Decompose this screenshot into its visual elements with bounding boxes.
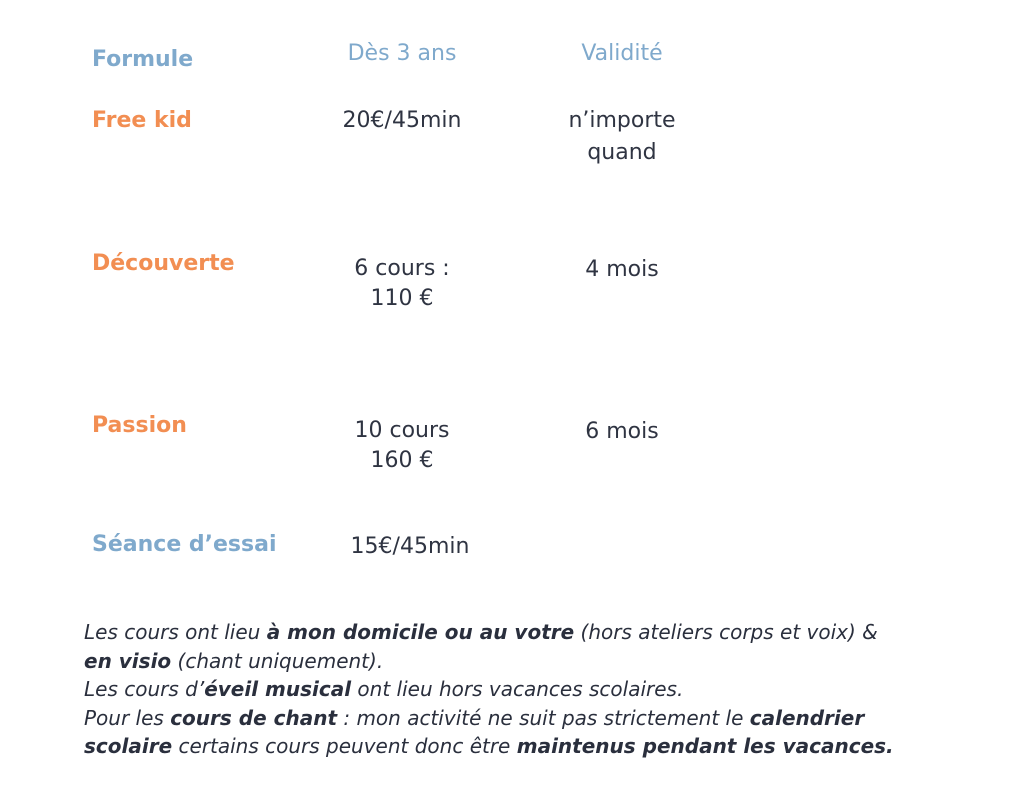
row-label-free-kid: Free kid [92,108,192,133]
header-age: Dès 3 ans [347,41,457,66]
notes-bold: éveil musical [204,677,352,701]
notes-bold: en visio [84,648,172,673]
row-label-seance-essai: Séance d’essai [92,532,277,557]
row-validity-free-kid [520,105,724,169]
row-validity-passion [520,416,724,448]
notes-line-2 [84,647,964,676]
row-price-free-kid [300,105,504,137]
notes-text: Pour les [84,705,171,730]
notes-text: Les cours d’ [84,677,205,701]
notes-bold: calendrier [749,705,865,730]
validity-line: quand [587,140,657,165]
notes-bold: cours de chant [170,705,337,730]
header-formule: Formule [92,47,194,72]
notes-bold: à mon domicile ou au votre [266,620,575,644]
notes-text: (hors ateliers corps et voix) & [574,620,878,644]
validity-line: 6 mois [585,419,659,444]
notes-line-3 [84,675,964,704]
price-line: 15€/45min [350,534,470,559]
notes-text: certains cours peuvent donc être [172,734,517,758]
notes-line-4 [84,704,964,733]
row-price-seance-essai [308,531,512,563]
notes-line-1 [84,618,964,647]
notes-bold: maintenus pendant les vacances. [516,734,894,758]
notes-text: Les cours ont lieu [84,620,267,644]
notes-bold: scolaire [84,734,173,758]
row-label-decouverte: Découverte [92,251,235,276]
price-line: 20€/45min [342,108,462,133]
row-validity-decouverte [520,254,724,286]
validity-line: n’importe [568,108,676,133]
row-price-passion [300,416,504,476]
row-label-passion: Passion [92,413,187,438]
price-line: 110 € [370,286,434,311]
row-price-decouverte [300,254,504,314]
notes-paragraph [84,618,964,761]
price-line: 6 cours : [354,256,450,281]
notes-line-5 [84,732,964,761]
notes-text: : mon activité ne suit pas strictement le [337,705,750,730]
notes-text: ont lieu hors vacances scolaires. [351,677,684,701]
price-line: 10 cours [354,418,450,443]
price-line: 160 € [370,448,434,473]
notes-text: (chant uniquement). [171,648,384,673]
header-validite: Validité [581,41,663,66]
validity-line: 4 mois [585,257,659,282]
